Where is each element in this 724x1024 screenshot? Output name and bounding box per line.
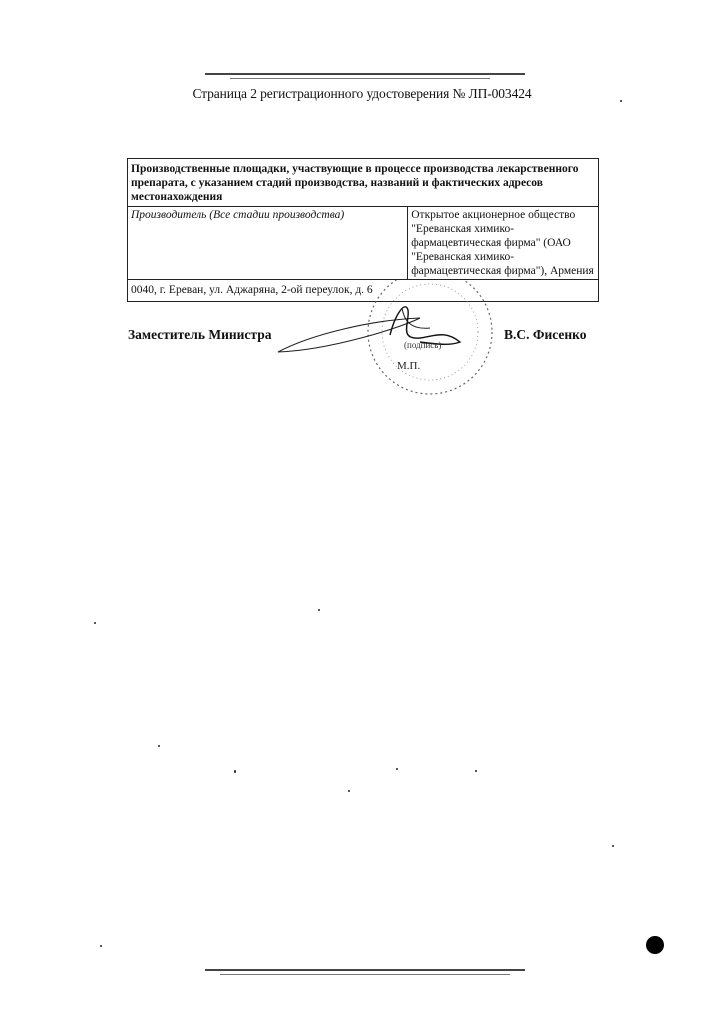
- scan-speck: [234, 770, 236, 773]
- manufacturer-address-cell: 0040, г. Ереван, ул. Аджаряна, 2-ой переулок, д. 6: [128, 280, 599, 302]
- scan-speck: [475, 770, 477, 772]
- page-header: Страница 2 регистрационного удостоверения № ЛП-003424: [192, 86, 532, 101]
- scan-speck: [318, 609, 320, 611]
- table-row: [128, 207, 599, 280]
- table-row: [128, 159, 599, 207]
- scan-line-bottom-2: [220, 974, 510, 975]
- scan-line-bottom: [205, 969, 525, 971]
- scan-speck: [100, 945, 102, 947]
- scan-line-top-2: [230, 78, 490, 79]
- scan-speck: [348, 790, 350, 792]
- official-seal-stamp-icon: [270, 280, 520, 410]
- signer-name: В.С. Фисенко: [504, 327, 587, 342]
- scan-blot: [646, 936, 664, 954]
- seal-mark: М.П.: [397, 360, 421, 372]
- scan-speck: [94, 622, 96, 624]
- manufacturer-role-cell: Производитель (Все стадии производства): [128, 207, 408, 280]
- manufacturer-organization-cell: Открытое акционерное общество "Ереванская химико-фармацевтическая фирма" (ОАО "Ереванская химико-фармацевтическая фирма"), Армения: [408, 207, 599, 280]
- scan-speck: [396, 768, 398, 770]
- scan-speck: [158, 745, 160, 747]
- scan-speck: [612, 845, 614, 847]
- scan-speck: [620, 100, 622, 102]
- scan-line-top: [205, 73, 525, 75]
- table-heading-cell: Производственные площадки, участвующие в процессе производства лекарственного препарата, с указанием стадий производства, названий и фактических адресов местонахождения: [128, 159, 599, 207]
- signer-position: Заместитель Министра: [128, 327, 272, 342]
- signature-caption: (подпись): [404, 340, 442, 350]
